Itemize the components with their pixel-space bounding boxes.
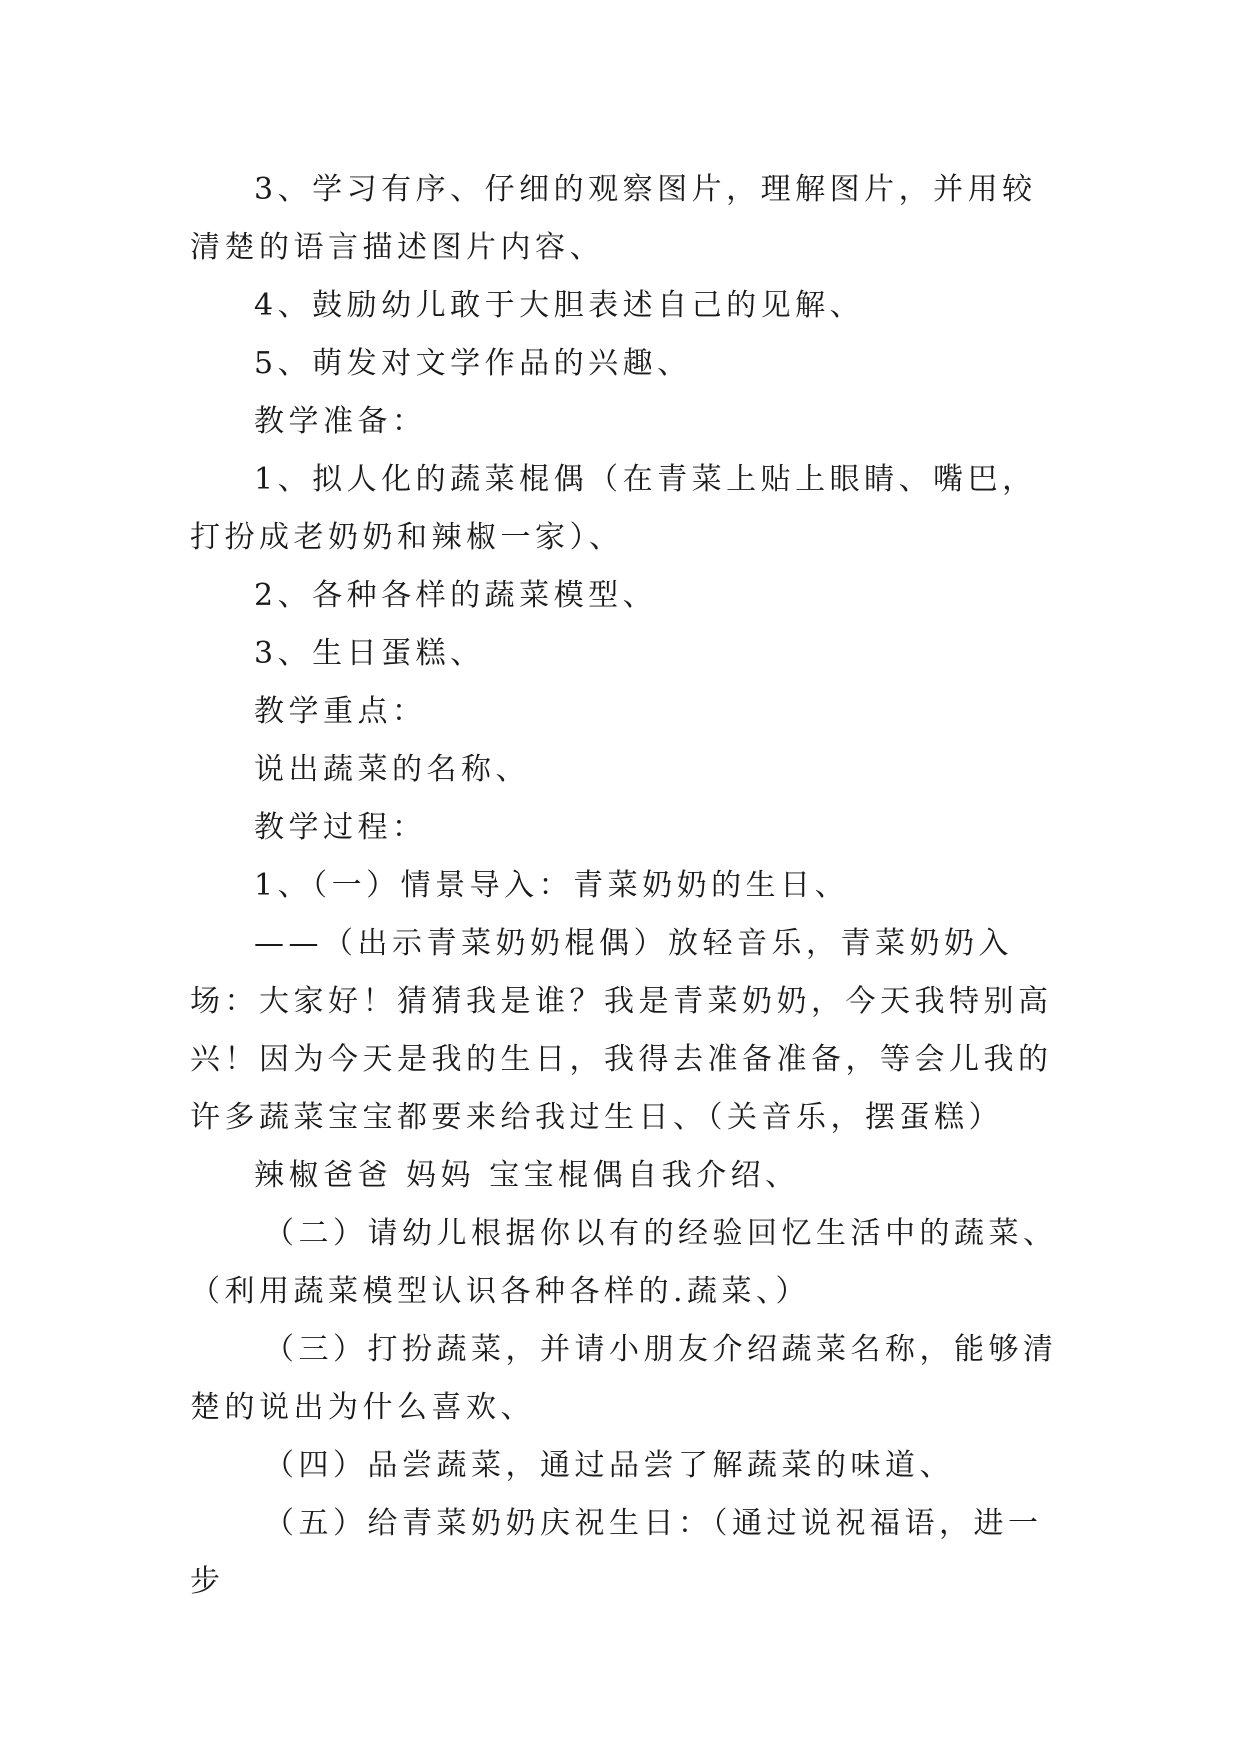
paragraph-process-4: （四）品尝蔬菜，通过品尝了解蔬菜的味道、 bbox=[264, 1448, 954, 1483]
paragraph-process-5: （五）给青菜奶奶庆祝生日：（通过说祝福语，进一步 bbox=[190, 1506, 1043, 1599]
heading-teaching-focus: 教学重点： bbox=[254, 694, 427, 729]
paragraph-pepper-family: 辣椒爸爸 妈妈 宝宝棍偶自我介绍、 bbox=[254, 1158, 800, 1193]
paragraph-objective-5: 5、萌发对文学作品的兴趣、 bbox=[254, 346, 692, 381]
paragraph-focus: 说出蔬菜的名称、 bbox=[254, 752, 530, 787]
paragraph-objective-4: 4、鼓励幼儿敢于大胆表述自己的见解、 bbox=[254, 288, 865, 323]
paragraph-preparation-1: 1、拟人化的蔬菜棍偶（在青菜上贴上眼睛、嘴巴，打扮成老奶奶和辣椒一家）、 bbox=[190, 462, 1037, 555]
heading-teaching-preparation: 教学准备： bbox=[254, 404, 427, 439]
paragraph-process-dialogue: ——（出示青菜奶奶棍偶）放轻音乐，青菜奶奶入场：大家好！猜猜我是谁？我是青菜奶奶，今天我特别高兴！因为今天是我的生日，我得去准备准备，等会儿我的许多蔬菜宝宝都要来给我过生日、（关音乐，摆蛋糕） bbox=[190, 926, 1053, 1135]
paragraph-process-1: 1、（一）情景导入：青菜奶奶的生日、 bbox=[254, 868, 850, 903]
paragraph-process-3: （三）打扮蔬菜，并请小朋友介绍蔬菜名称，能够清楚的说出为什么喜欢、 bbox=[190, 1332, 1058, 1425]
heading-teaching-process: 教学过程： bbox=[254, 810, 427, 845]
document-body bbox=[190, 161, 1060, 1611]
paragraph-process-2: （二）请幼儿根据你以有的经验回忆生活中的蔬菜、（利用蔬菜模型认识各种各样的.蔬菜、） bbox=[190, 1216, 1058, 1309]
paragraph-objective-3: 3、学习有序、仔细的观察图片，理解图片，并用较清楚的语言描述图片内容、 bbox=[190, 172, 1037, 265]
paragraph-preparation-2: 2、各种各样的蔬菜模型、 bbox=[254, 578, 658, 613]
paragraph-preparation-3: 3、生日蛋糕、 bbox=[254, 636, 485, 671]
